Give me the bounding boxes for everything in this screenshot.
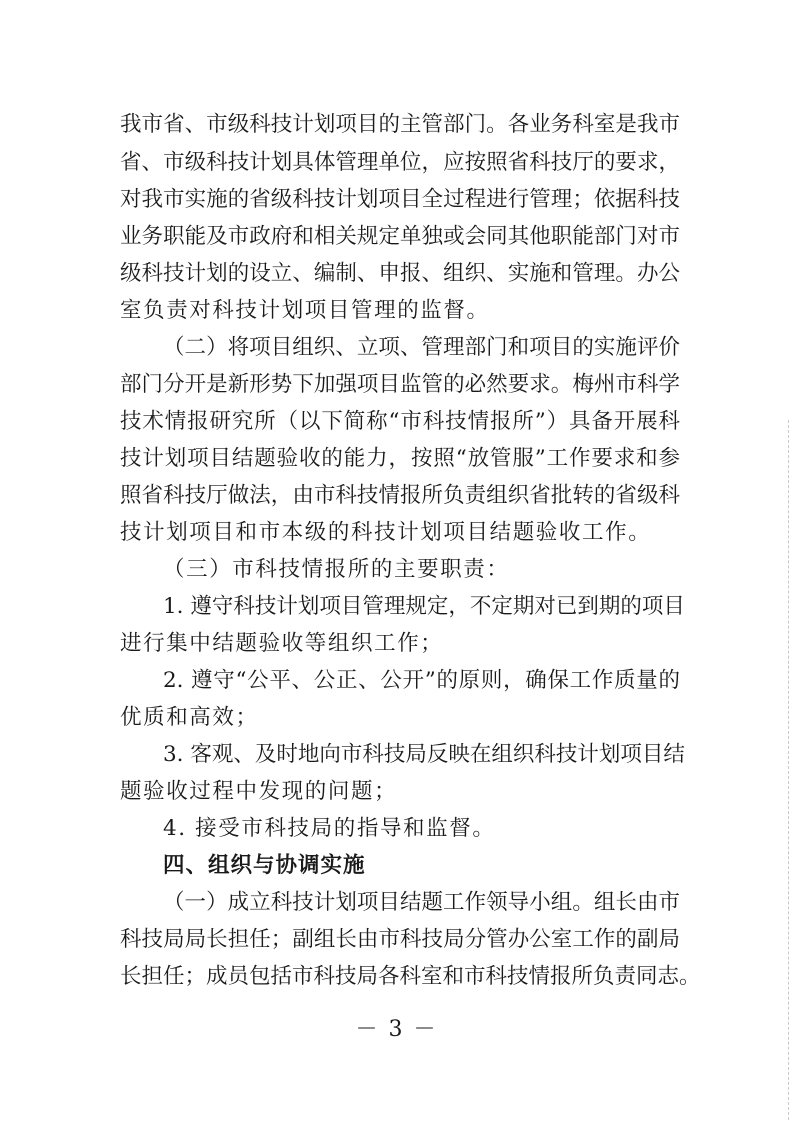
text-line: 技计划项目和市本级的科技计划项目结题验收工作。 (120, 520, 652, 545)
text-line: 省、市级科技计划具体管理单位，应按照省科技厅的要求， (120, 150, 680, 175)
text-line: 照省科技厅做法，由市科技情报所负责组织省批转的省级科 (120, 483, 680, 508)
text-line: 我市省、市级科技计划项目的主管部门。各业务科室是我市 (120, 112, 680, 137)
text-line: 室负责对科技计划项目管理的监督。 (120, 298, 490, 323)
text-line: 技计划项目结题验收的能力，按照“放管服”工作要求和参 (120, 446, 680, 471)
text-line: 技术情报研究所（以下简称“市科技情报所”）具备开展科 (120, 409, 680, 434)
list-item-line: 进行集中结题验收等组织工作； (120, 631, 444, 656)
list-item-line: 1. 遵守科技计划项目管理规定，不定期对已到期的项目 (163, 594, 685, 619)
text-line: 级科技计划的设立、编制、申报、组织、实施和管理。办公 (120, 261, 680, 286)
text-line: 长担任；成员包括市科技局各科室和市科技情报所负责同志。 (120, 964, 701, 989)
text-line: 部门分开是新形势下加强项目监管的必然要求。梅州市科学 (120, 372, 680, 397)
list-item-line: 优质和高效； (120, 705, 259, 730)
text-line: 科技局局长担任；副组长由市科技局分管办公室工作的副局 (120, 927, 680, 952)
section-heading: 四、组织与协调实施 (163, 853, 366, 878)
text-line: （二）将项目组织、立项、管理部门和项目的实施评价 (163, 335, 680, 360)
list-item-line: 2. 遵守“公平、公正、公开”的原则，确保工作质量的 (163, 668, 680, 693)
page-number: － 3 － (355, 1017, 438, 1042)
list-item-line: 3. 客观、及时地向市科技局反映在组织科技计划项目结 (163, 742, 685, 767)
text-line: （一）成立科技计划项目结题工作领导小组。组长由市 (163, 890, 680, 915)
list-item-line: 题验收过程中发现的问题； (120, 779, 398, 804)
text-line: 业务职能及市政府和相关规定单独或会同其他职能部门对市 (120, 224, 680, 249)
text-line: （三）市科技情报所的主要职责： (163, 557, 510, 582)
list-item-line: 4. 接受市科技局的指导和监督。 (163, 816, 496, 841)
text-line: 对我市实施的省级科技计划项目全过程进行管理；依据科技 (120, 187, 680, 212)
scan-edge-mark (788, 420, 790, 1120)
